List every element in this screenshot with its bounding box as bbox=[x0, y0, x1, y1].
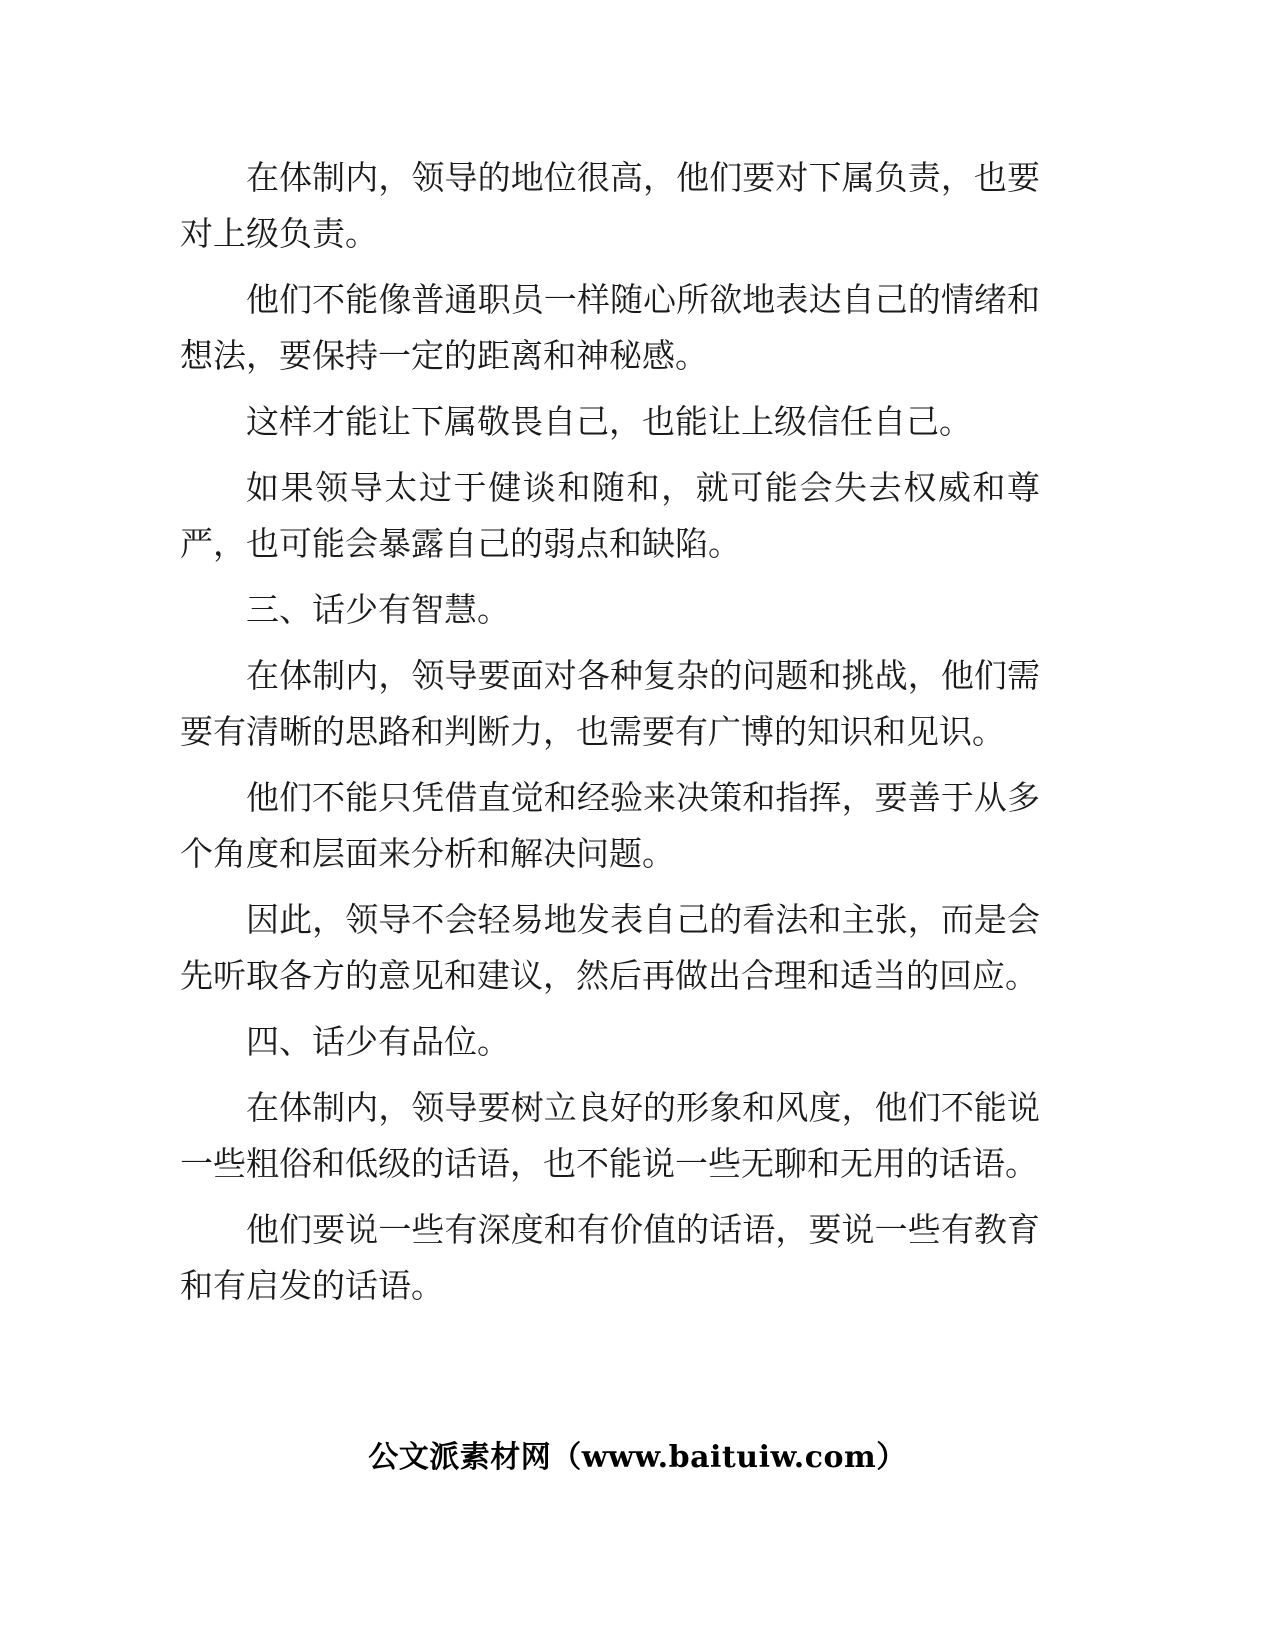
document-body bbox=[180, 150, 1040, 1324]
paragraph-7: 因此，领导不会轻易地发表自己的看法和主张，而是会先听取各方的意见和建议，然后再做出合理和适当的回应。 bbox=[180, 900, 1040, 995]
paragraph-4: 如果领导太过于健谈和随和，就可能会失去权威和尊严，也可能会暴露自己的弱点和缺陷。 bbox=[180, 468, 1040, 563]
paragraph-8: 在体制内，领导要树立良好的形象和风度，他们不能说一些粗俗和低级的话语，也不能说一些无聊和无用的话语。 bbox=[180, 1088, 1040, 1183]
paragraph-3: 这样才能让下属敬畏自己，也能让上级信任自己。 bbox=[246, 402, 972, 441]
paragraph-2: 他们不能像普通职员一样随心所欲地表达自己的情绪和想法，要保持一定的距离和神秘感。 bbox=[180, 280, 1040, 375]
paragraph-9: 他们要说一些有深度和有价值的话语，要说一些有教育和有启发的话语。 bbox=[180, 1210, 1040, 1305]
paragraph-6: 他们不能只凭借直觉和经验来决策和指挥，要善于从多个角度和层面来分析和解决问题。 bbox=[180, 778, 1040, 873]
section-heading-4: 四、话少有品位。 bbox=[246, 1022, 510, 1061]
paragraph-5: 在体制内，领导要面对各种复杂的问题和挑战，他们需要有清晰的思路和判断力，也需要有广博的知识和见识。 bbox=[180, 656, 1040, 751]
footer-source: 公文派素材网（www.baituiw.com） bbox=[368, 1440, 907, 1475]
paragraph-1: 在体制内，领导的地位很高，他们要对下属负责，也要对上级负责。 bbox=[180, 158, 1040, 253]
section-heading-3: 三、话少有智慧。 bbox=[246, 590, 510, 629]
